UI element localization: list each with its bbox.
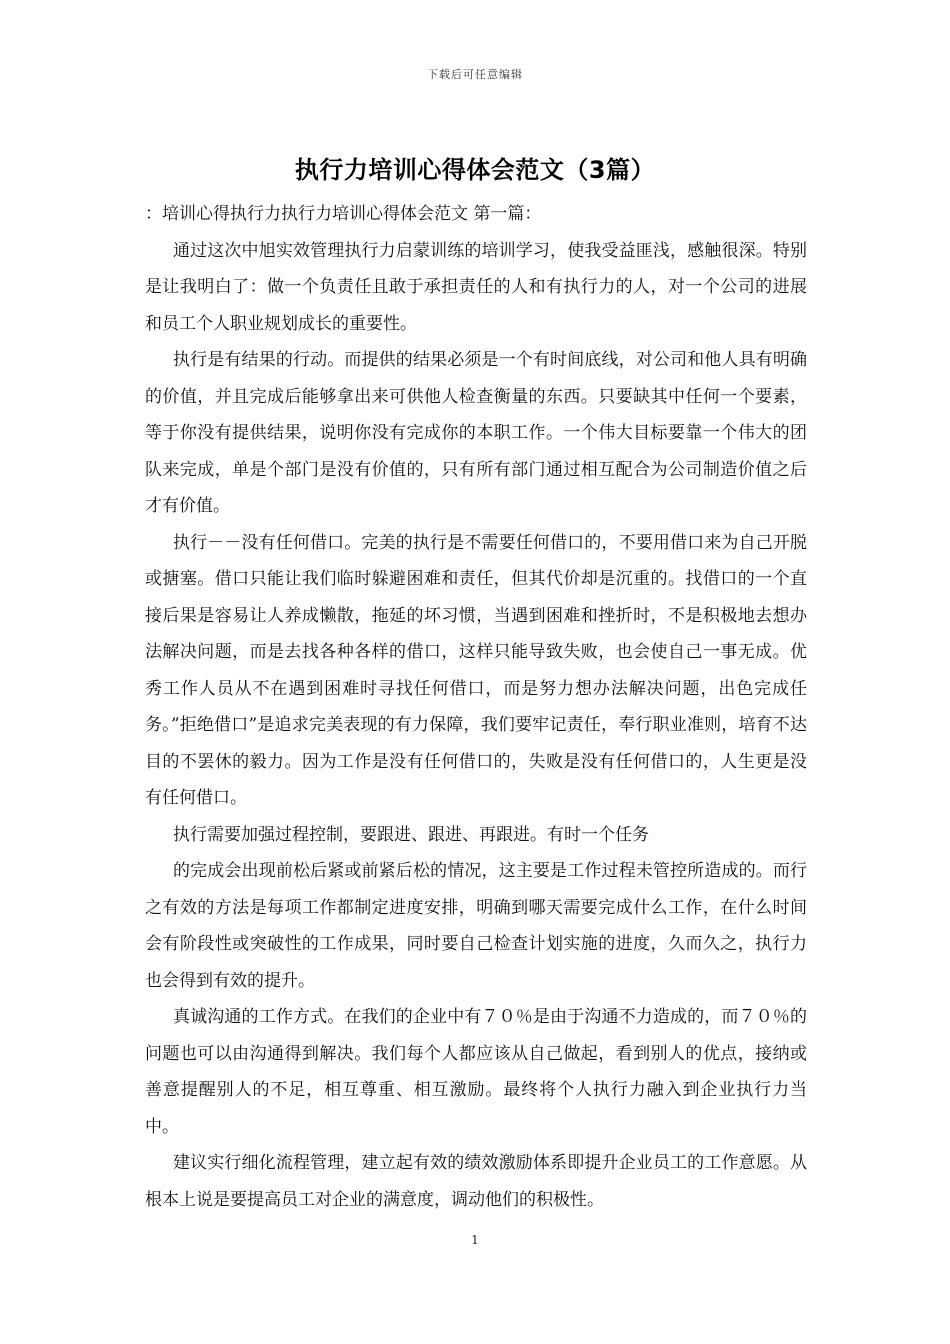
document-title: 执行力培训心得体会范文（3篇） xyxy=(294,156,656,184)
paragraph: 真诚沟通的工作方式。在我们的企业中有７０％是由于沟通不力造成的，而７０％的问题也可以由沟通得到解决。我们每个人都应该从自己做起，看到别人的优点，接纳或善意提醒别人的不足，相互尊重、相互激励。最终将个人执行力融入到企业执行力当中。 xyxy=(145,1007,807,1137)
paragraph: 执行－－没有任何借口。完美的执行是不需要任何借口的，不要用借口来为自己开脱或搪塞。借口只能让我们临时躲避困难和责任，但其代价却是沉重的。找借口的一个直接后果是容易让人养成懒散，拖延的坏习惯，当遇到困难和挫折时，不是积极地去想办法解决问题，而是去找各种各样的借口，这样只能导致失败，也会使自己一事无成。优秀工作人员从不在遇到困难时寻找任何借口，而是努力想办法解决问题，出色完成任务。”拒绝借口”是追求完美表现的有力保障，我们要牢记责任，奉行职业准则，培育不达目的不罢休的毅力。因为工作是没有任何借口的，失败是没有任何借口的，人生更是没有任何借口。 xyxy=(145,532,807,808)
paragraph: 通过这次中旭实效管理执行力启蒙训练的培训学习，使我受益匪浅，感触很深。特别是让我明白了：做一个负责任且敢于承担责任的人和有执行力的人，对一个公司的进展和员工个人职业规划成长的重要性。 xyxy=(145,240,807,334)
page-number: 1 xyxy=(471,1233,479,1247)
paragraph: 执行需要加强过程控制，要跟进、跟进、再跟进。有时一个任务 xyxy=(173,824,649,845)
section-subheading: ：培训心得执行力执行力培训心得体会范文 第一篇： xyxy=(145,204,542,224)
paragraph: 的完成会出现前松后紧或前紧后松的情况，这主要是工作过程未管控所造成的。而行之有效的方法是每项工作都制定进度安排，明确到哪天需要完成什么工作，在什么时间会有阶段性或突破性的工作成果，同时要自己检查计划实施的进度，久而久之，执行力也会得到有效的提升。 xyxy=(145,861,807,991)
page-header: 下载后可任意编辑 xyxy=(427,68,523,81)
paragraph: 建议实行细化流程管理，建立起有效的绩效激励体系即提升企业员工的工作意愿。从根本上说是要提高员工对企业的满意度，调动他们的积极性。 xyxy=(145,1153,807,1210)
paragraph: 执行是有结果的行动。而提供的结果必须是一个有时间底线，对公司和他人具有明确的价值，并且完成后能够拿出来可供他人检查衡量的东西。只要缺其中任何一个要素，等于你没有提供结果，说明你没有完成你的本职工作。一个伟大目标要靠一个伟大的团队来完成，单是个部门是没有价值的，只有所有部门通过相互配合为公司制造价值之后才有价值。 xyxy=(145,350,807,516)
document-body xyxy=(145,196,807,1218)
